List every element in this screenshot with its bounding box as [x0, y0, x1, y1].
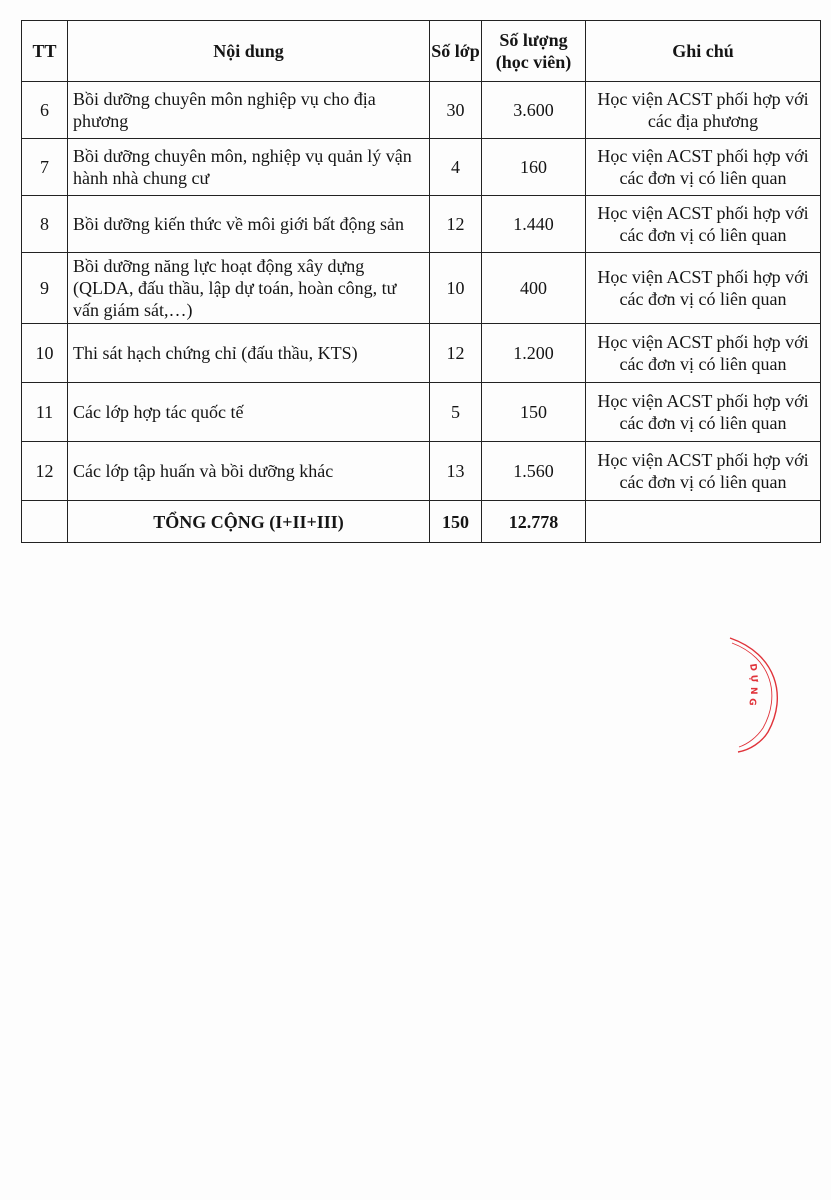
cell-ghi-chu: Học viện ACST phối hợp với các đơn vị có liên quan — [586, 253, 821, 324]
seal-stamp-icon — [728, 636, 788, 756]
cell-so-lop: 10 — [430, 253, 482, 324]
cell-noi-dung: Các lớp tập huấn và bồi dưỡng khác — [68, 442, 430, 501]
cell-ghi-chu: Học viện ACST phối hợp với các đơn vị có liên quan — [586, 442, 821, 501]
cell-so-lop: 30 — [430, 82, 482, 139]
cell-tt: 11 — [22, 383, 68, 442]
cell-so-lop: 12 — [430, 324, 482, 383]
cell-noi-dung: Bồi dưỡng kiến thức về môi giới bất động sản — [68, 196, 430, 253]
cell-so-lop: 5 — [430, 383, 482, 442]
header-ghi-chu: Ghi chú — [586, 21, 821, 82]
cell-noi-dung: Bồi dưỡng năng lực hoạt động xây dựng (QLDA, đấu thầu, lập dự toán, hoàn công, tư vấn giám sát,…) — [68, 253, 430, 324]
cell-ghi-chu: Học viện ACST phối hợp với các đơn vị có liên quan — [586, 324, 821, 383]
table-header-row — [22, 21, 821, 82]
cell-so-luong: 1.440 — [482, 196, 586, 253]
table-row — [22, 82, 821, 139]
header-noi-dung: Nội dung — [68, 21, 430, 82]
header-so-luong: Số lượng (học viên) — [482, 21, 586, 82]
cell-so-luong: 1.200 — [482, 324, 586, 383]
table-row — [22, 324, 821, 383]
svg-text:Ự: Ự — [748, 674, 759, 683]
cell-tt-empty — [22, 501, 68, 543]
cell-so-luong: 400 — [482, 253, 586, 324]
table-row — [22, 383, 821, 442]
total-so-lop: 150 — [430, 501, 482, 543]
table-row — [22, 196, 821, 253]
cell-ghi-chu: Học viện ACST phối hợp với các đơn vị có liên quan — [586, 383, 821, 442]
cell-noi-dung: Các lớp hợp tác quốc tế — [68, 383, 430, 442]
cell-tt: 7 — [22, 139, 68, 196]
svg-text:N: N — [748, 687, 758, 695]
header-so-lop: Số lớp — [430, 21, 482, 82]
table-row — [22, 253, 821, 324]
cell-so-luong: 3.600 — [482, 82, 586, 139]
cell-ghi-chu: Học viện ACST phối hợp với các đơn vị có liên quan — [586, 139, 821, 196]
cell-noi-dung: Thi sát hạch chứng chỉ (đấu thầu, KTS) — [68, 324, 430, 383]
cell-so-lop: 4 — [430, 139, 482, 196]
cell-tt: 8 — [22, 196, 68, 253]
svg-text:D: D — [747, 663, 758, 672]
training-plan-table — [21, 20, 821, 543]
cell-so-luong: 160 — [482, 139, 586, 196]
table-total-row — [22, 501, 821, 543]
cell-noi-dung: Bồi dưỡng chuyên môn, nghiệp vụ quản lý vận hành nhà chung cư — [68, 139, 430, 196]
cell-ghi-chu-empty — [586, 501, 821, 543]
cell-noi-dung: Bồi dưỡng chuyên môn nghiệp vụ cho địa phương — [68, 82, 430, 139]
cell-tt: 6 — [22, 82, 68, 139]
table-row — [22, 442, 821, 501]
cell-tt: 12 — [22, 442, 68, 501]
cell-ghi-chu: Học viện ACST phối hợp với các địa phương — [586, 82, 821, 139]
svg-text:G: G — [746, 697, 757, 706]
cell-so-luong: 1.560 — [482, 442, 586, 501]
header-tt: TT — [22, 21, 68, 82]
cell-so-lop: 13 — [430, 442, 482, 501]
cell-tt: 10 — [22, 324, 68, 383]
table-row — [22, 139, 821, 196]
cell-so-luong: 150 — [482, 383, 586, 442]
total-label: TỔNG CỘNG (I+II+III) — [68, 501, 430, 543]
cell-so-lop: 12 — [430, 196, 482, 253]
total-so-luong: 12.778 — [482, 501, 586, 543]
cell-tt: 9 — [22, 253, 68, 324]
cell-ghi-chu: Học viện ACST phối hợp với các đơn vị có liên quan — [586, 196, 821, 253]
